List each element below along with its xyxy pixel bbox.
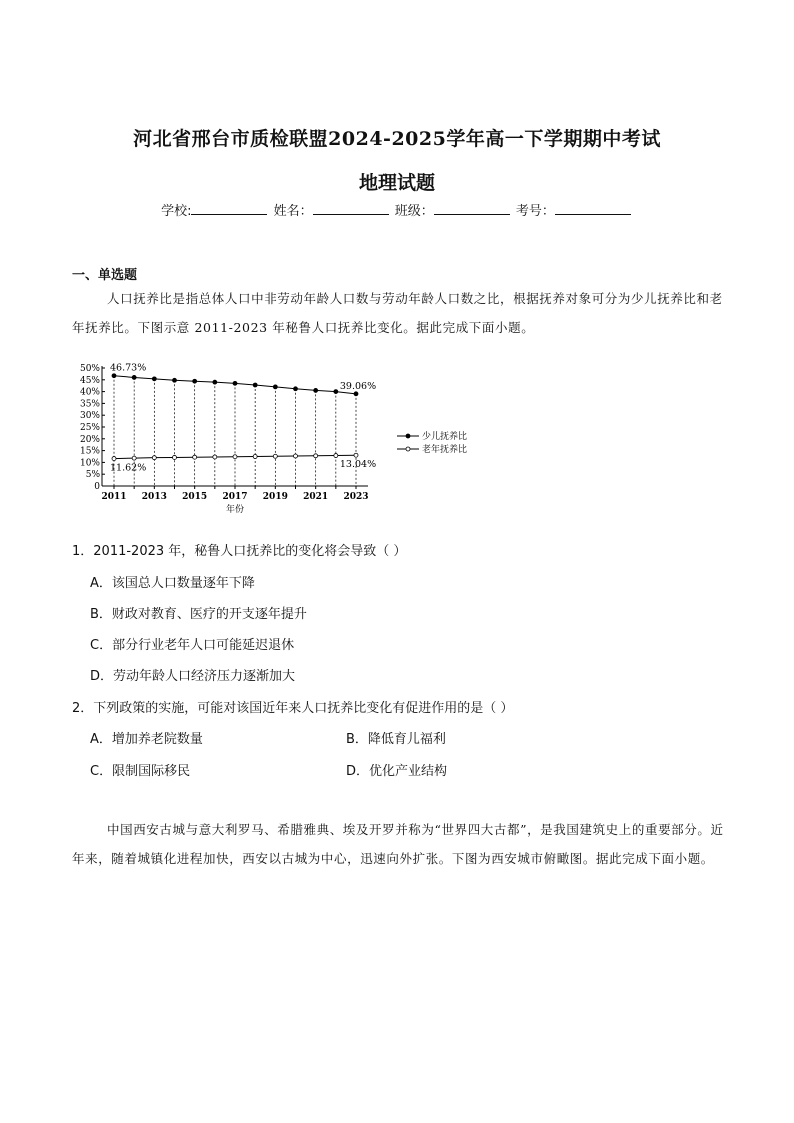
series-1-point bbox=[334, 454, 338, 458]
x-tick-label: 2021 bbox=[303, 492, 329, 502]
passage-1: 人口抚养比是指总体人口中非劳动年龄人口数与劳动年龄人口数之比，根据抚养对象可分为少儿抚养比和老年抚养比。下图示意 2011-2023 年秘鲁人口抚养比变化。据此完成下面小题。 bbox=[72, 291, 723, 335]
data-label: 39.06% bbox=[339, 380, 377, 392]
y-tick-label: 15% bbox=[79, 446, 100, 457]
series-1-point bbox=[193, 455, 197, 459]
x-tick-label: 2023 bbox=[343, 492, 369, 502]
series-0-point bbox=[152, 377, 156, 381]
y-tick-label: 20% bbox=[79, 434, 100, 445]
school-blank[interactable] bbox=[191, 202, 267, 215]
question-1-option-a[interactable]: A．该国总人口数量逐年下降 bbox=[90, 576, 255, 591]
exam-number-label: 考号： bbox=[515, 204, 555, 219]
series-1-point bbox=[112, 457, 116, 461]
series-1-point bbox=[173, 455, 177, 459]
series-0-point bbox=[213, 380, 217, 384]
question-2-option-b[interactable]: B．降低育儿福利 bbox=[346, 732, 446, 747]
series-1-point bbox=[314, 454, 318, 458]
series-0-point bbox=[193, 379, 197, 383]
y-tick-label: 50% bbox=[79, 364, 100, 374]
series-1-point bbox=[152, 456, 156, 460]
series-1-point bbox=[253, 455, 257, 459]
x-tick-label: 2013 bbox=[141, 492, 167, 502]
exam-title: 河北省邢台市质检联盟2024-2025学年高一下学期期中考试 bbox=[133, 128, 661, 150]
school-label: 学校: bbox=[161, 204, 192, 219]
question-1-option-c[interactable]: C．部分行业老年人口可能延迟退休 bbox=[90, 638, 295, 653]
question-2-option-c[interactable]: C．限制国际移民 bbox=[90, 764, 191, 779]
y-tick-label: 40% bbox=[79, 387, 100, 398]
class-blank[interactable] bbox=[434, 202, 510, 215]
x-tick-label: 2011 bbox=[101, 492, 127, 502]
x-tick-label: 2019 bbox=[262, 492, 288, 502]
question-1-option-d[interactable]: D．劳动年龄人口经济压力逐渐加大 bbox=[90, 669, 296, 684]
series-0-point bbox=[294, 387, 298, 391]
chart-axes bbox=[80, 364, 369, 515]
series-0-point bbox=[173, 378, 177, 382]
section-title: 一、单选题 bbox=[72, 268, 138, 283]
series-1-point bbox=[213, 455, 217, 459]
series-1-point bbox=[132, 456, 136, 460]
chart-drop-lines bbox=[114, 376, 356, 486]
class-label: 班级： bbox=[394, 204, 434, 219]
student-info-line bbox=[0, 200, 794, 219]
series-0-point bbox=[334, 390, 338, 394]
series-0-point bbox=[314, 388, 318, 392]
name-blank[interactable] bbox=[313, 202, 389, 215]
data-label: 13.04% bbox=[339, 459, 377, 471]
series-1-point bbox=[273, 454, 277, 458]
question-2-stem: 下列政策的实施，可能对该国近年来人口抚养比变化有促进作用的是（ ） bbox=[93, 701, 514, 716]
data-label: 11.62% bbox=[110, 462, 147, 474]
series-0-point bbox=[253, 383, 257, 387]
x-tick-label: 2015 bbox=[182, 492, 208, 502]
legend-marker-1 bbox=[406, 447, 410, 451]
x-tick-label: 2017 bbox=[222, 492, 248, 502]
legend-label-1: 老年抚养比 bbox=[422, 445, 468, 455]
series-0-point bbox=[132, 375, 136, 379]
name-label: 姓名： bbox=[273, 204, 313, 219]
legend-label-0: 少儿抚养比 bbox=[422, 432, 468, 442]
question-1 bbox=[72, 540, 406, 559]
data-label: 46.73% bbox=[110, 362, 147, 374]
legend-marker-0 bbox=[406, 434, 410, 438]
x-axis-label: 年份 bbox=[225, 505, 245, 515]
question-1-number: 1． bbox=[72, 544, 94, 559]
dependency-ratio-chart bbox=[72, 358, 492, 520]
y-tick-label: 45% bbox=[79, 375, 100, 386]
y-tick-label: 30% bbox=[79, 411, 100, 422]
chart-legend bbox=[397, 430, 467, 455]
y-tick-label: 0 bbox=[94, 482, 100, 492]
series-0-point bbox=[354, 392, 358, 396]
exam-number-blank[interactable] bbox=[555, 202, 631, 215]
question-2-option-d[interactable]: D．优化产业结构 bbox=[346, 764, 448, 779]
y-tick-label: 5% bbox=[85, 470, 100, 481]
exam-subtitle: 地理试题 bbox=[358, 172, 435, 194]
y-tick-label: 35% bbox=[79, 399, 100, 410]
series-1-point bbox=[233, 455, 237, 459]
series-0-point bbox=[233, 381, 237, 385]
y-tick-label: 10% bbox=[79, 458, 100, 469]
passage-2: 中国西安古城与意大利罗马、希腊雅典、埃及开罗并称为“世界四大古都”，是我国建筑史上的重要部分。近年来，随着城镇化进程加快，西安以古城为中心，迅速向外扩张。下图为西安城市俯瞰图。据此完成下面小题。 bbox=[72, 822, 724, 866]
question-2 bbox=[72, 697, 513, 716]
question-2-number: 2． bbox=[72, 701, 94, 716]
series-1-point bbox=[294, 454, 298, 458]
series-0-point bbox=[112, 374, 116, 378]
question-1-stem: 2011-2023 年，秘鲁人口抚养比的变化将会导致（ ） bbox=[93, 544, 407, 559]
question-1-option-b[interactable]: B．财政对教育、医疗的开支逐年提升 bbox=[90, 607, 307, 622]
y-tick-label: 25% bbox=[79, 423, 100, 433]
series-0-point bbox=[273, 385, 277, 389]
question-2-option-a[interactable]: A．增加养老院数量 bbox=[90, 732, 203, 747]
series-1-point bbox=[354, 453, 358, 457]
